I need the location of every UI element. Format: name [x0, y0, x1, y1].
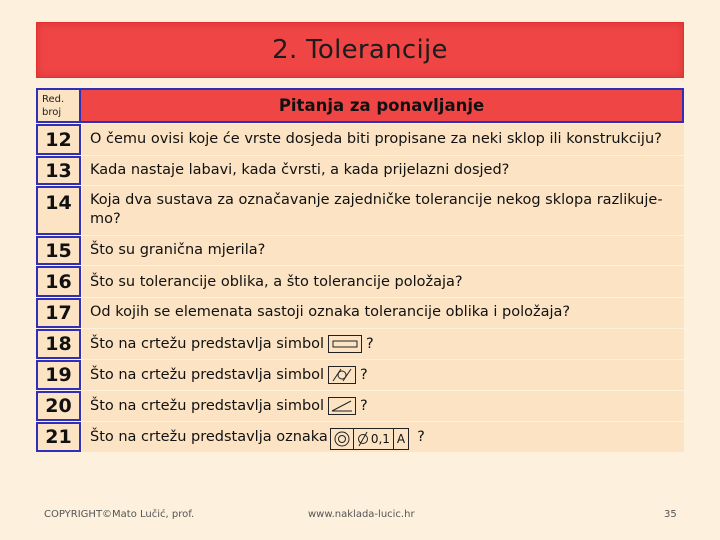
question-text: Što na crtežu predstavlja simbol: [90, 398, 325, 414]
feature-control-frame: [330, 428, 409, 450]
table-row: [36, 298, 684, 329]
question-text: Što na crtežu predstavlja simbol: [90, 367, 325, 383]
table-row: [36, 266, 684, 298]
table-row: [36, 156, 684, 186]
table-row: [36, 329, 684, 360]
table-header: [36, 88, 684, 124]
question-cell: [81, 329, 684, 359]
angularity-symbol-icon: [328, 397, 356, 415]
flatness-symbol-icon: [328, 335, 362, 353]
question-mark: ?: [417, 429, 425, 445]
questions-heading: Pitanja za ponavljanje: [81, 88, 684, 123]
question-text: Što na crtežu predstavlja oznaka: [90, 429, 328, 445]
question-text: Od kojih se elemenata sastoji oznaka tolerancije oblika i položaja?: [81, 298, 684, 328]
question-mark: ?: [360, 398, 368, 414]
question-cell: [81, 360, 684, 390]
row-number: 18: [36, 329, 81, 359]
question-mark: ?: [366, 336, 374, 352]
table-row: [36, 422, 684, 453]
question-mark: ?: [360, 367, 368, 383]
question-text: Što su granična mjerila?: [81, 236, 684, 265]
question-text: Koja dva sustava za označavanje zajedničke tolerancije nekog sklopa razlikuje-mo?: [81, 186, 684, 235]
table-row: [36, 186, 684, 236]
question-text: Što na crtežu predstavlja simbol: [90, 336, 325, 352]
datum-reference: A: [396, 431, 406, 446]
questions-table: [36, 88, 684, 453]
table-row: [36, 124, 684, 156]
table-row: [36, 391, 684, 422]
question-cell: [81, 422, 684, 452]
tolerance-value: 0,1: [370, 431, 390, 446]
row-number: 14: [36, 186, 81, 235]
row-number: 21: [36, 422, 81, 452]
table-row: [36, 236, 684, 266]
footer-website: www.naklada-lucic.hr: [308, 509, 415, 520]
row-number: 20: [36, 391, 81, 421]
num-column-header: Red. broj: [36, 88, 81, 123]
table-row: [36, 360, 684, 391]
footer-page-number: 35: [664, 509, 677, 520]
row-number: 19: [36, 360, 81, 390]
footer-copyright: COPYRIGHT©Mato Lučić, prof.: [44, 509, 195, 520]
question-text: Što su tolerancije oblika, a što tolerancije položaja?: [81, 266, 684, 297]
slide-title: 2. Tolerancije: [272, 35, 448, 65]
cylindricity-symbol-icon: [328, 366, 356, 384]
row-number: 12: [36, 124, 81, 155]
row-number: 17: [36, 298, 81, 328]
row-number: 16: [36, 266, 81, 297]
row-number: 15: [36, 236, 81, 265]
diameter-icon: [357, 431, 369, 447]
title-banner: [36, 22, 684, 78]
concentricity-icon: [331, 429, 354, 449]
question-text: O čemu ovisi koje će vrste dosjeda biti propisane za neki sklop ili konstrukciju?: [81, 124, 684, 155]
question-text: Kada nastaje labavi, kada čvrsti, a kada prijelazni dosjed?: [81, 156, 684, 185]
question-cell: [81, 391, 684, 421]
row-number: 13: [36, 156, 81, 185]
